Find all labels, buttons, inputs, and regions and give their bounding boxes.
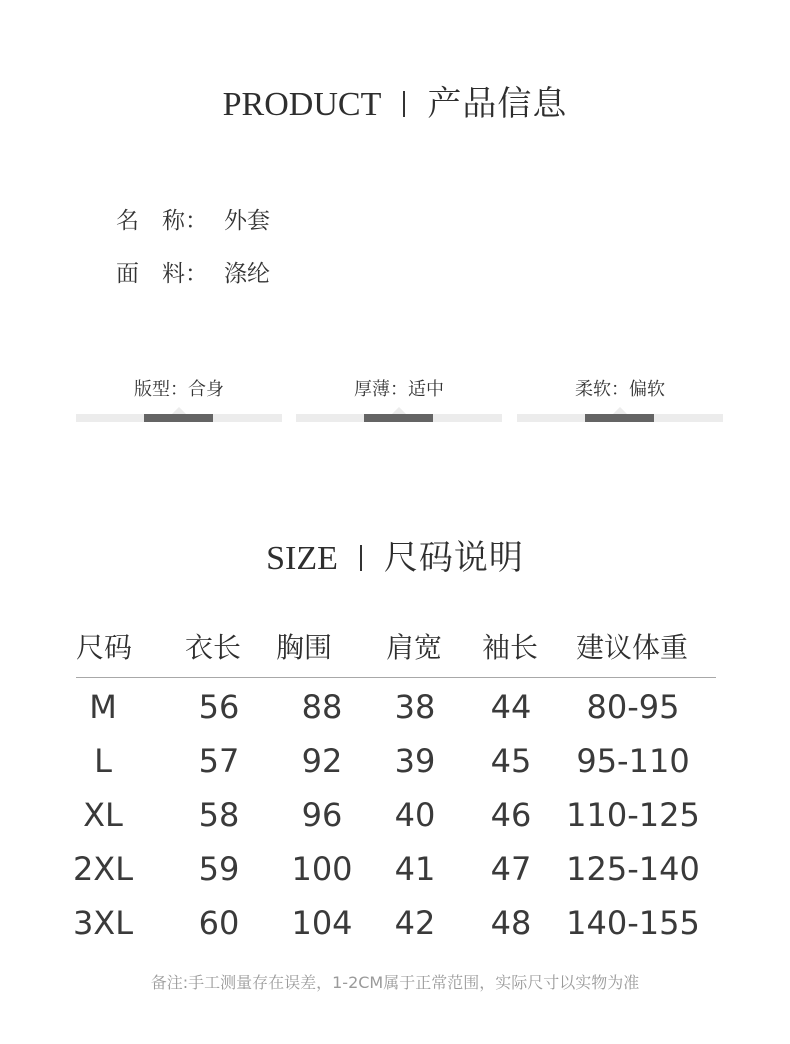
- size-table-cell-shoulder: 41: [394, 850, 436, 888]
- size-table-cell-sleeve: 46: [490, 796, 532, 834]
- attribute-softness-track: [517, 414, 723, 422]
- size-table-cell-length: 58: [198, 796, 240, 834]
- size-table-cell-length: 60: [198, 904, 240, 942]
- size-table-header-chest: 胸围: [276, 631, 333, 664]
- size-table-cell-chest: 104: [291, 904, 353, 942]
- attribute-fit-indicator: [144, 414, 213, 422]
- attribute-softness: [517, 376, 723, 404]
- size-table-cell-chest: 100: [291, 850, 353, 888]
- info-row-name: [116, 202, 270, 235]
- attribute-fit-key: 版型：: [134, 379, 188, 400]
- size-table-cell-size: M: [89, 688, 117, 726]
- size-table-cell-chest: 92: [301, 742, 343, 780]
- product-section-title: [0, 76, 790, 125]
- size-table-cell-shoulder: 39: [394, 742, 436, 780]
- size-table-cell-size: XL: [83, 796, 123, 834]
- attribute-fit-label: [76, 376, 282, 404]
- size-title-cn: 尺码说明: [383, 538, 524, 578]
- attribute-thickness-notch: [392, 407, 406, 414]
- size-table-cell-size: L: [94, 742, 112, 780]
- info-label-fabric: 面 料：: [116, 261, 208, 287]
- attribute-softness-notch: [613, 407, 627, 414]
- attribute-thickness-track: [296, 414, 502, 422]
- attribute-softness-key: 柔软：: [575, 379, 629, 400]
- size-table-header-sleeve: 袖长: [482, 631, 539, 664]
- size-table-cell-length: 57: [198, 742, 240, 780]
- attribute-thickness-key: 厚薄：: [354, 379, 408, 400]
- size-table-cell-chest: 96: [301, 796, 343, 834]
- title-separator: [360, 545, 362, 571]
- size-table-cell-weight: 95-110: [576, 742, 690, 780]
- size-title-en: SIZE: [266, 540, 338, 577]
- size-table-divider: [76, 677, 716, 678]
- size-table-cell-shoulder: 38: [394, 688, 436, 726]
- size-section-title: [0, 530, 790, 579]
- attribute-thickness: [296, 376, 502, 404]
- size-table-cell-chest: 88: [301, 688, 343, 726]
- size-table-cell-weight: 125-140: [566, 850, 700, 888]
- size-table-cell-weight: 80-95: [586, 688, 680, 726]
- measurement-note: 备注:手工测量存在误差，1-2CM属于正常范围，实际尺寸以实物为准: [150, 973, 640, 992]
- attribute-thickness-label: [296, 376, 502, 404]
- size-table-cell-shoulder: 40: [394, 796, 436, 834]
- size-table-header-size: 尺码: [76, 631, 133, 664]
- size-table-cell-sleeve: 48: [490, 904, 532, 942]
- title-separator: [403, 91, 405, 117]
- attribute-fit-notch: [172, 407, 186, 414]
- size-table-cell-weight: 110-125: [566, 796, 700, 834]
- info-row-fabric: [116, 255, 270, 288]
- size-table-cell-shoulder: 42: [394, 904, 436, 942]
- size-table-cell-sleeve: 47: [490, 850, 532, 888]
- product-title-en: PRODUCT: [222, 86, 382, 123]
- info-label-name: 名 称：: [116, 208, 208, 234]
- info-value-name: 外套: [224, 208, 270, 234]
- attribute-thickness-value: 适中: [408, 379, 444, 400]
- attribute-fit-track: [76, 414, 282, 422]
- size-table-cell-sleeve: 45: [490, 742, 532, 780]
- size-table-header-length: 衣长: [185, 631, 242, 664]
- attribute-fit-value: 合身: [188, 379, 224, 400]
- attribute-softness-indicator: [585, 414, 654, 422]
- size-table-header-shoulder: 肩宽: [386, 631, 443, 664]
- size-table-header-weight: 建议体重: [576, 631, 689, 664]
- attribute-softness-value: 偏软: [629, 379, 665, 400]
- size-table-cell-weight: 140-155: [566, 904, 700, 942]
- size-table-cell-sleeve: 44: [490, 688, 532, 726]
- product-title-cn: 产品信息: [427, 84, 568, 124]
- attribute-thickness-indicator: [364, 414, 433, 422]
- size-table-cell-length: 56: [198, 688, 240, 726]
- attribute-softness-label: [517, 376, 723, 404]
- size-table-cell-size: 2XL: [72, 850, 134, 888]
- info-value-fabric: 涤纶: [224, 261, 270, 287]
- size-table-cell-size: 3XL: [72, 904, 134, 942]
- attribute-fit: [76, 376, 282, 404]
- size-table-cell-length: 59: [198, 850, 240, 888]
